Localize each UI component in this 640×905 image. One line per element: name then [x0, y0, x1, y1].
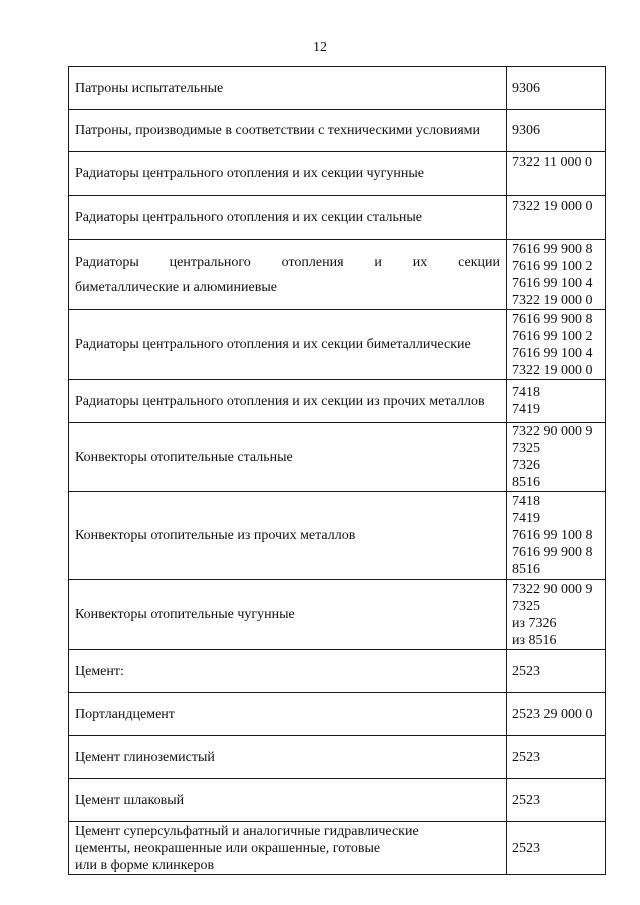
- product-name: Радиаторы центрального отопления и их секции чугунные: [75, 166, 425, 181]
- tn-ved-code: 7616 99 900 8: [512, 545, 593, 560]
- product-name-line: Радиаторы центрального отопления и их секции: [75, 254, 500, 270]
- product-name-cell: [69, 380, 507, 423]
- tn-ved-code: 9306: [512, 80, 540, 96]
- code-cell: [507, 310, 606, 380]
- product-name-cell: [69, 196, 507, 240]
- product-name: Портландцемент: [75, 706, 175, 722]
- table-row: [69, 650, 606, 693]
- tn-ved-code: 7322 90 000 9: [512, 424, 593, 439]
- code-cell: [507, 110, 606, 152]
- product-name-cell: [69, 492, 507, 580]
- product-name: Цемент шлаковый: [75, 792, 185, 808]
- code-cell: [507, 822, 606, 875]
- code-cell: [507, 492, 606, 580]
- tn-ved-code: 2523 29 000 0: [512, 706, 593, 722]
- product-name-cell: [69, 580, 507, 650]
- code-cell: [507, 736, 606, 779]
- page-number: 12: [313, 40, 327, 55]
- table-row: [69, 67, 606, 110]
- product-name-line: биметаллические и алюминиевые: [75, 279, 277, 295]
- code-cell: [507, 152, 606, 196]
- product-name: Радиаторы центрального отопления и их секции биметаллические: [75, 337, 471, 352]
- tn-ved-code: 2523: [512, 749, 540, 765]
- product-name: Патроны испытательные: [75, 80, 224, 96]
- tn-ved-code: 7322 19 000 0: [512, 199, 593, 214]
- code-cell: [507, 196, 606, 240]
- product-name-line: Цемент суперсульфатный и аналогичные гидравлические: [75, 823, 419, 839]
- tn-ved-code: 7325: [512, 441, 540, 456]
- tn-ved-code: 7419: [512, 511, 540, 526]
- table-row: [69, 693, 606, 736]
- product-name: Патроны, производимые в соответствии с техническими условиями: [75, 123, 480, 138]
- tn-ved-code: 7616 99 900 8: [512, 241, 593, 257]
- product-name-cell: [69, 822, 507, 875]
- table-row: [69, 580, 606, 650]
- tn-ved-code: 7326: [512, 458, 540, 473]
- tn-ved-code: 7322 19 000 0: [512, 292, 593, 308]
- product-name: Радиаторы центрального отопления и их секции из прочих металлов: [75, 393, 485, 409]
- tn-ved-code: 7322 90 000 9: [512, 581, 593, 597]
- product-name-cell: [69, 152, 507, 196]
- table-row: [69, 196, 606, 240]
- tn-ved-code: 7419: [512, 402, 540, 417]
- product-name-cell: [69, 693, 507, 736]
- tn-ved-code: 7616 99 100 2: [512, 328, 593, 344]
- product-name: Конвекторы отопительные из прочих металлов: [75, 528, 356, 543]
- tn-ved-code: 7616 99 100 4: [512, 345, 593, 361]
- tn-ved-code: 7322 19 000 0: [512, 362, 593, 378]
- product-name: Цемент глиноземистый: [75, 749, 215, 765]
- code-cell: [507, 779, 606, 822]
- tn-ved-code: 7325: [512, 598, 540, 614]
- table-row: [69, 423, 606, 492]
- tn-ved-code: 8516: [512, 562, 540, 577]
- tn-ved-code: 7616 99 100 2: [512, 258, 593, 274]
- tn-ved-code: из 7326: [512, 615, 557, 631]
- product-name: Конвекторы отопительные чугунные: [75, 607, 295, 622]
- product-name-line: цементы, неокрашенные или окрашенные, готовые: [75, 840, 381, 856]
- tn-ved-code: 2523: [512, 663, 540, 679]
- product-name-cell: [69, 736, 507, 779]
- tn-ved-code: 7616 99 100 4: [512, 275, 593, 291]
- tn-ved-code: 7616 99 900 8: [512, 311, 593, 327]
- table-row: [69, 736, 606, 779]
- tn-ved-code: из 8516: [512, 632, 557, 648]
- table-row: [69, 152, 606, 196]
- tn-ved-code: 2523: [512, 792, 540, 808]
- table-row: [69, 380, 606, 423]
- code-cell: [507, 240, 606, 310]
- tn-ved-code: 8516: [512, 475, 540, 490]
- product-name: Радиаторы центрального отопления и их секции стальные: [75, 210, 422, 225]
- table-row: [69, 240, 606, 310]
- product-name-cell: [69, 650, 507, 693]
- table-row: [69, 110, 606, 152]
- product-name: Цемент:: [75, 663, 124, 679]
- code-cell: [507, 67, 606, 110]
- table-row: [69, 492, 606, 580]
- product-name-cell: [69, 240, 507, 310]
- tn-ved-code: 7418: [512, 385, 540, 400]
- table-row: [69, 822, 606, 875]
- code-cell: [507, 380, 606, 423]
- tn-ved-code: 7322 11 000 0: [512, 155, 592, 170]
- product-name-cell: [69, 67, 507, 110]
- product-name-cell: [69, 423, 507, 492]
- product-name-cell: [69, 310, 507, 380]
- product-name-cell: [69, 110, 507, 152]
- code-cell: [507, 423, 606, 492]
- tn-ved-code: 9306: [512, 123, 540, 138]
- product-name: Конвекторы отопительные стальные: [75, 449, 293, 465]
- product-name-cell: [69, 779, 507, 822]
- product-code-table: [68, 66, 606, 875]
- tn-ved-code: 7418: [512, 494, 540, 509]
- table-row: [69, 779, 606, 822]
- code-cell: [507, 580, 606, 650]
- product-name-line: или в форме клинкеров: [75, 857, 215, 873]
- tn-ved-code: 7616 99 100 8: [512, 528, 593, 543]
- code-cell: [507, 693, 606, 736]
- tn-ved-code: 2523: [512, 840, 540, 856]
- code-cell: [507, 650, 606, 693]
- table-row: [69, 310, 606, 380]
